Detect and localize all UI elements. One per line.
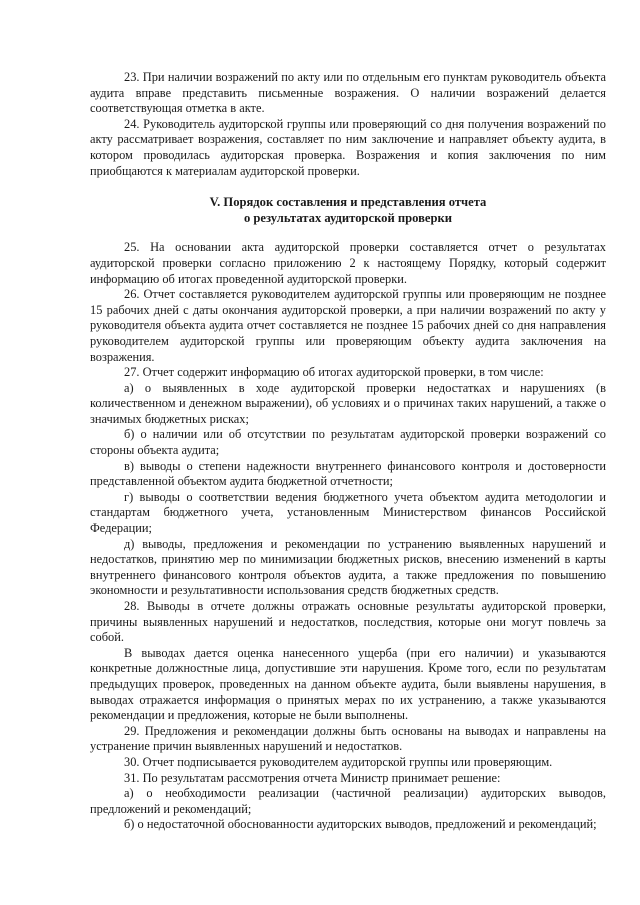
paragraph-31-b: б) о недостаточной обоснованности аудиторских выводов, предложений и рекомендаций;: [124, 817, 597, 832]
paragraph-23: 23. При наличии возражений по акту или по отдельным его пунктам руководитель объекта аудита вправе представить письменные возражения. О наличии возражений делается соответствующая отметка в акте.: [90, 70, 606, 116]
paragraph-26: 26. Отчет составляется руководителем аудиторской группы или проверяющим не позднее 15 рабочих дней с даты окончания аудиторской проверки, а при наличии возражений по акту у руководителя объекта аудита отчет составляется не позднее 15 рабочих дней со дня направления руководителем аудиторской группы или проверяющим объекту аудита заключения на возражения.: [90, 287, 606, 364]
paragraph-30: 30. Отчет подписывается руководителем аудиторской группы или проверяющим.: [124, 754, 553, 769]
paragraph-31-a: а) о необходимости реализации (частичной реализации) аудиторских выводов, предложений и рекомендаций;: [90, 786, 606, 816]
paragraph-27-g: г) выводы о соответствии ведения бюджетного учета объектом аудита методологии и стандартам бюджетного учета, установленным Министерством финансов Российской Федерации;: [90, 489, 606, 536]
section-heading-line-1: V. Порядок составления и представления отчета: [209, 195, 487, 210]
paragraph-27-v: в) выводы о степени надежности внутреннего финансового контроля и достоверности представленной объектом аудита бюджетной отчетности;: [90, 458, 606, 489]
paragraph-27: 27. Отчет содержит информацию об итогах аудиторской проверки, в том числе:: [124, 365, 544, 380]
paragraph-28-conclusions: В выводах дается оценка нанесенного ущерба (при его наличии) и указываются конкретные должностные лица, допустившие эти нарушения. Кроме того, если по результатам предыдущих проверок, проведенных на данном объекте аудита, были выявлены нарушения, в выводах отражается информация о принятых мерах по их устранению, а также указываются рекомендации и предложения, которые не были выполнены.: [90, 645, 606, 723]
paragraph-27-d: д) выводы, предложения и рекомендации по устранению выявленных нарушений и недостатков, принятию мер по минимизации бюджетных рисков, внесению изменений в карты внутреннего финансового контроля объектов аудита, а также предложения по повышению экономности и результативности использования средств бюджетных средств.: [90, 536, 606, 598]
document-body: [90, 70, 606, 833]
paragraph-28: 28. Выводы в отчете должны отражать основные результаты аудиторской проверки, причины выявленных нарушений и недостатков, последствия, которые они могут повлечь за собой.: [90, 599, 606, 645]
paragraph-25: 25. На основании акта аудиторской проверки составляется отчет о результатах аудиторской проверки согласно приложению 2 к настоящему Порядку, который содержит информацию об итогах проведенной аудиторской проверки.: [90, 240, 606, 286]
paragraph-27-b: б) о наличии или об отсутствии по результатам аудиторской проверки возражений со стороны объекта аудита;: [90, 427, 606, 458]
paragraph-31: 31. По результатам рассмотрения отчета Министр принимает решение:: [124, 770, 501, 785]
paragraph-24: 24. Руководитель аудиторской группы или проверяющий со дня получения возражений по акту рассматривает возражения, составляет по ним заключение и направляет объекту аудита, в котором проводилась аудиторская проверка. Возражения и копия заключения по ним приобщаются к материалам аудиторской проверки.: [90, 116, 606, 178]
section-heading: [90, 195, 606, 226]
paragraph-29: 29. Предложения и рекомендации должны быть основаны на выводах и направлены на устранение причин выявленных нарушений и недостатков.: [90, 723, 606, 754]
section-heading-line-2: о результатах аудиторской проверки: [243, 210, 453, 225]
paragraph-27-a: а) о выявленных в ходе аудиторской проверки недостатках и нарушениях (в количественном и денежном выражении), об условиях и о причинах таких нарушений, а также о значимых бюджетных рисках;: [90, 380, 606, 426]
